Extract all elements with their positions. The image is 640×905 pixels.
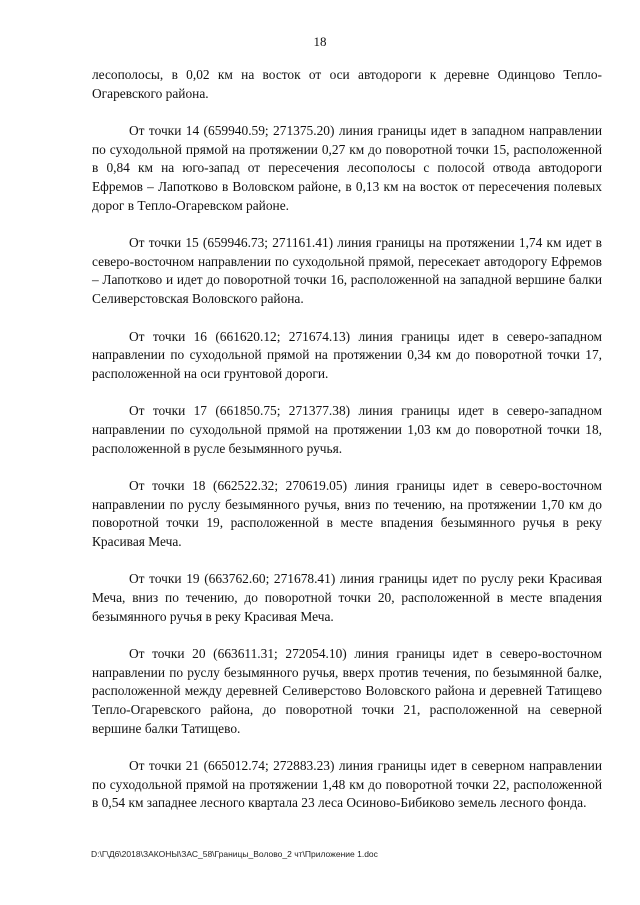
paragraph-6: От точки 18 (662522.32; 270619.05) линия границы идет в северо-восточном направлении по руслу безымянного ручья, вниз по течению, на протяжении 1,70 км до поворотной точки 19, расположенной в месте впадения безымянного ручья в реку Красивая Меча. [92,478,602,549]
paragraph-4: От точки 16 (661620.12; 271674.13) линия границы идет в северо-западном направлении по суходольной прямой на протяжении 0,34 км до поворотной точки 17, расположенной на оси грунтовой дороги. [92,328,602,381]
paragraph-5: От точки 17 (661850.75; 271377.38) линия границы идет в северо-западном направлении по суходольной прямой на протяжении 1,03 км до поворотной точки 18, расположенной в русле безымянного ручья. [92,403,602,456]
paragraph-8: От точки 20 (663611.31; 272054.10) линия границы идет в северо-восточном направлении по руслу безымянного ручья, вверх против течения, по безымянной балке, расположенной между деревней Селиверстово Воловского района и деревней Татищево Тепло-Огаревского района, до поворотной точки 21, расположенной на северной вершине балки Татищево. [92,646,602,736]
paragraph-3: От точки 15 (659946.73; 271161.41) линия границы на протяжении 1,74 км идет в северо-восточном направлении по суходольной прямой, пересекает автодорогу Ефремов – Лапотково и идет до поворотной точки 16, расположенной на западной вершине балки Селиверстовская Воловского района. [92,235,602,306]
paragraph-1: лесополосы, в 0,02 км на восток от оси автодороги к деревне Одинцово Тепло-Огаревского района. [92,67,602,101]
document-body [92,66,602,832]
paragraph-9: От точки 21 (665012.74; 272883.23) линия границы идет в северном направлении по суходольной прямой на протяжении 1,48 км до поворотной точки 22, расположенной в 0,54 км западнее лесного квартала 23 леса Осиново-Бибиково земель лесного фонда. [92,758,602,811]
page-number: 18 [313,34,327,49]
paragraph-7: От точки 19 (663762.60; 271678.41) линия границы идет по руслу реки Красивая Меча, вниз по течению, до поворотной точки 20, расположенной в месте впадения безымянного ручья в реку Красивая Меча. [92,571,602,624]
paragraph-2: От точки 14 (659940.59; 271375.20) линия границы идет в западном направлении по суходольной прямой на протяжении 0,27 км до поворотной точки 15, расположенной в 0,84 км на юго-запад от пересечения лесополосы с полосой отвода автодороги Ефремов – Лапотково в Воловском районе, в 0,13 км на восток от пересечения полевых дорог в Тепло-Огаревском районе. [92,123,602,213]
footer-file-path: D:\Г\Д6\2018\ЗАКОНЫ\ЗАС_58\Границы_Волово_2 чт\Приложение 1.doc [91,849,378,859]
